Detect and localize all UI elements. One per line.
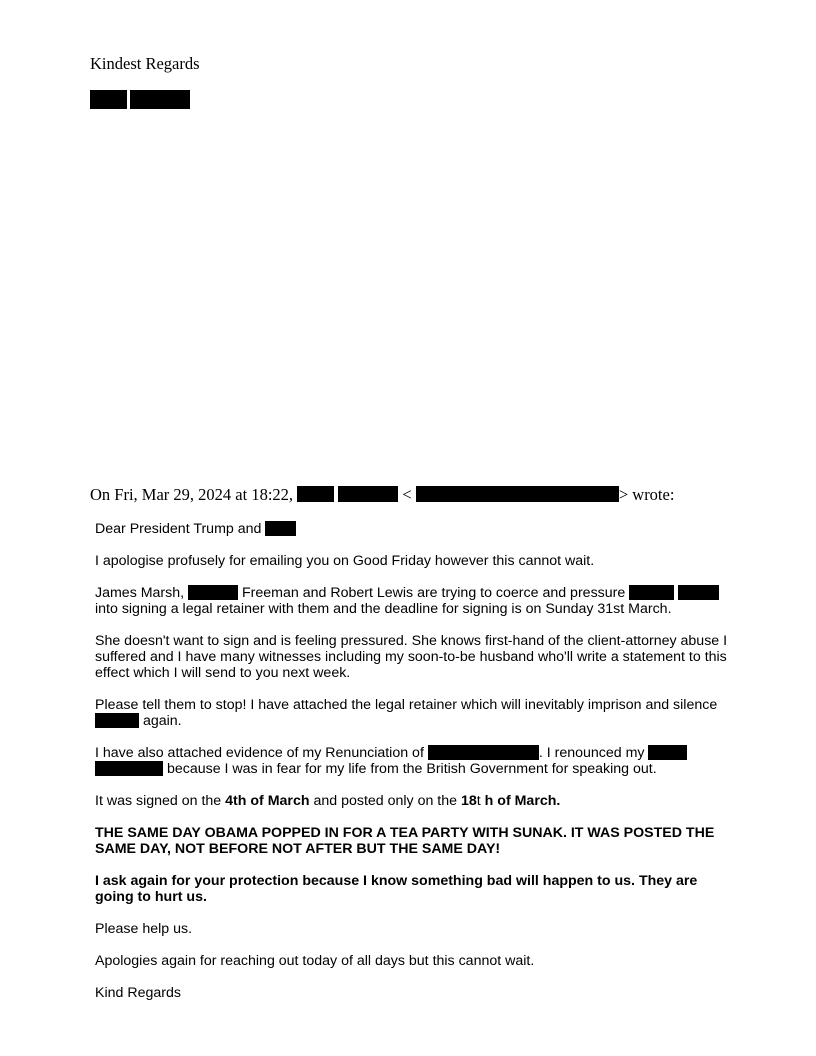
redacted-block xyxy=(265,521,296,536)
paragraph-2 xyxy=(95,585,735,617)
text-span: James Marsh, xyxy=(95,585,185,601)
bold-date: 18 xyxy=(460,793,477,809)
text-span: t xyxy=(476,793,481,809)
redacted-block xyxy=(188,585,238,600)
text-span: and posted only on the xyxy=(313,793,458,809)
text-span: again. xyxy=(142,713,182,729)
redacted-block xyxy=(678,585,719,600)
paragraph-6 xyxy=(95,793,735,809)
redacted-block xyxy=(629,585,674,600)
bold-text: THE SAME DAY OBAMA POPPED IN FOR A TEA PARTY WITH SUNAK. IT WAS POSTED THE SAME DAY, NOT BEFORE NOT AFTER BUT THE SAME DAY! xyxy=(95,825,715,857)
quote-lt: < xyxy=(402,485,412,504)
redacted-block xyxy=(130,90,190,109)
redacted-block xyxy=(95,761,163,776)
redacted-email-address xyxy=(416,486,619,502)
bold-text: I ask again for your protection because I know something bad will happen to us. They are going to hurt us. xyxy=(95,873,698,905)
bold-date: 4th of March xyxy=(225,793,310,809)
email-body xyxy=(95,521,735,1017)
text-span: because I was in fear for my life from the British Government for speaking out. xyxy=(166,761,657,777)
text-span: Please tell them to stop! I have attached the legal retainer which will inevitably imprison and silence xyxy=(95,697,718,713)
text-span: Freeman and Robert Lewis are trying to coerce and pressure xyxy=(242,585,626,601)
redacted-block xyxy=(428,745,539,760)
paragraph-3: She doesn't want to sign and is feeling pressured. She knows first-hand of the client-attorney abuse I suffered and I have many witnesses including my soon-to-be husband who'll write a statement to this effect which I will send to you next week. xyxy=(95,633,728,681)
redacted-block xyxy=(90,90,127,109)
text-span: . I renounced my xyxy=(538,745,645,761)
quote-wrote-text: > wrote: xyxy=(618,485,675,504)
signoff-text: Kindest Regards xyxy=(90,54,200,73)
paragraph-10: Apologies again for reaching out today of all days but this cannot wait. xyxy=(95,953,535,969)
text-span: I have also attached evidence of my Renunciation of xyxy=(95,745,424,761)
paragraph-7 xyxy=(95,825,735,857)
text-span: It was signed on the xyxy=(95,793,222,809)
quote-date-text: On Fri, Mar 29, 2024 at 18:22, xyxy=(90,485,294,504)
closing-text: Kind Regards xyxy=(95,985,181,1001)
redacted-block xyxy=(297,486,334,502)
paragraph-8 xyxy=(95,873,735,905)
paragraph-4 xyxy=(95,697,735,729)
paragraph-5 xyxy=(95,745,735,777)
greeting-paragraph xyxy=(95,521,735,537)
text-span: into signing a legal retainer with them and the deadline for signing is on Sunday 31st March. xyxy=(95,601,672,617)
redacted-block xyxy=(95,713,139,728)
greeting-text: Dear President Trump and xyxy=(95,521,262,537)
paragraph-9: Please help us. xyxy=(95,921,193,937)
quoted-email-header xyxy=(90,485,674,505)
paragraph-1: I apologise profusely for emailing you on Good Friday however this cannot wait. xyxy=(95,553,595,569)
redacted-block xyxy=(338,486,398,502)
bold-date: h of March. xyxy=(484,793,561,809)
redacted-block xyxy=(648,745,687,760)
